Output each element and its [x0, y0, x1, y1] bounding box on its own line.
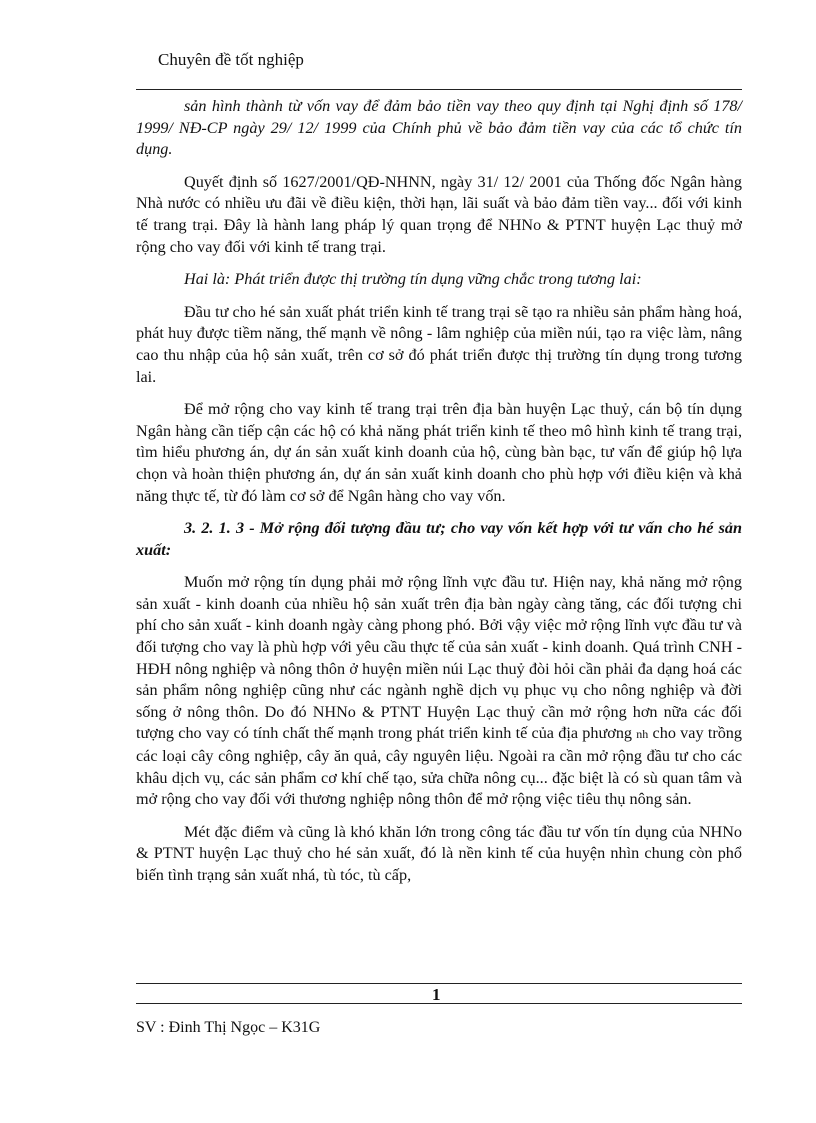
page-number-text: 1: [432, 985, 441, 1004]
paragraph-part: Muốn mở rộng tín dụng phải mở rộng lĩnh vực đầu tư. Hiện nay, khả năng mở rộng sản xuất - kinh doanh của nhiều hộ sản xuất trên địa bàn ngày càng tăng, các đối tượng chi phí cho sản xuất - kinh doanh ngày càng phong phó. Bởi vậy việc mở rộng lĩnh vực đầu tư và đối tượng cho vay là phù hợp với yêu cầu thực tế của sản xuất - kinh doanh. Quá trình CNH - HĐH nông nghiệp và nông thôn ở huyện miền núi Lạc thuỷ đòi hỏi cần phải đa dạng hoá các sản phẩm nông nghiệp cũng như các ngành nghề dịch vụ phục vụ cho nông nghiệp và đời sống ở nông thôn. Do đó NHNo & PTNT Huyện Lạc thuỷ cần mở rộng hơn nữa các đối tượng cho vay có tính chất thế mạnh trong phát triển kinh tế của địa phương: [136, 573, 742, 743]
header-rule: [136, 89, 742, 90]
paragraph: Quyết định số 1627/2001/QĐ-NHNN, ngày 31/ 12/ 2001 của Thống đốc Ngân hàng Nhà nước có nhiều ưu đãi về điều kiện, thời hạn, lãi suất và bảo đảm tiền vay... đối với kinh tế trang trại. Đây là hành lang pháp lý quan trọng để NHNo & PTNT huyện Lạc thuỷ mở rộng cho vay đối với kinh tế trang trại.: [136, 172, 742, 256]
paragraph: Hai là: Phát triển được thị trường tín dụng vững chắc trong tương lai:: [184, 270, 642, 289]
footer-rule-top: [136, 983, 742, 984]
document-body: [136, 96, 742, 898]
section-heading: 3. 2. 1. 3 - Mở rộng đối tượng đầu tư; cho vay vốn kết hợp với tư vấn cho hé sản xuất:: [136, 519, 742, 559]
inline-fragment: nh: [636, 727, 649, 742]
paragraph: Để mở rộng cho vay kinh tế trang trại trên địa bàn huyện Lạc thuỷ, cán bộ tín dụng Ngân hàng cần tiếp cận các hộ có khả năng phát triển kinh tế theo mô hình kinh tế trang trại, tìm hiểu phương án, dự án sản xuất kinh doanh của hộ, cùng bàn bạc, tư vấn để giúp hộ lựa chọn và hoàn thiện phương án, dự án sản xuất kinh doanh cho phù hợp với điều kiện và khả năng thực tế, từ đó làm cơ sở để Ngân hàng cho vay vốn.: [136, 400, 742, 505]
paragraph-part: cho vay trồng các loại cây công nghiệp, cây ăn quả, cây nguyên liệu. Ngoài ra cần mở rộng đầu tư cho các khâu dịch vụ, các sản phẩm cơ khí chế tạo, sửa chữa nông cụ... đặc biệt là có sù quan tâm và mở rộng cho vay đối với thương nghiệp nông thôn để mở rộng việc tiêu thụ nông sản.: [136, 724, 742, 809]
paragraph: Mét đặc điểm và cũng là khó khăn lớn trong công tác đầu tư vốn tín dụng của NHNo & PTNT huyện Lạc thuỷ cho hé sản xuất, đó là nền kinh tế của huyện nhìn chung còn phổ biến tình trạng sản xuất nhá, tù tóc, tù cấp,: [136, 822, 742, 884]
document-header: Chuyên đề tốt nghiệp: [158, 50, 304, 69]
paragraph: sản hình thành từ vốn vay để đảm bảo tiền vay theo quy định tại Nghị định số 178/ 1999/ NĐ-CP ngày 29/ 12/ 1999 của Chính phủ về bảo đảm tiền vay của các tổ chức tín dụng.: [136, 97, 742, 159]
paragraph: [136, 572, 742, 811]
footer-rule-bottom: [136, 1003, 742, 1004]
paragraph: Đầu tư cho hé sản xuất phát triển kinh tế trang trại sẽ tạo ra nhiều sản phẩm hàng hoá, phát huy được tiềm năng, thế mạnh về nông - lâm nghiệp của miền núi, tạo ra việc làm, nâng cao thu nhập của hộ sản xuất, trên cơ sở đó phát triển được thị trường tín dụng trong tương lai.: [136, 302, 742, 386]
footer-student: SV : Đinh Thị Ngọc – K31G: [136, 1019, 321, 1036]
